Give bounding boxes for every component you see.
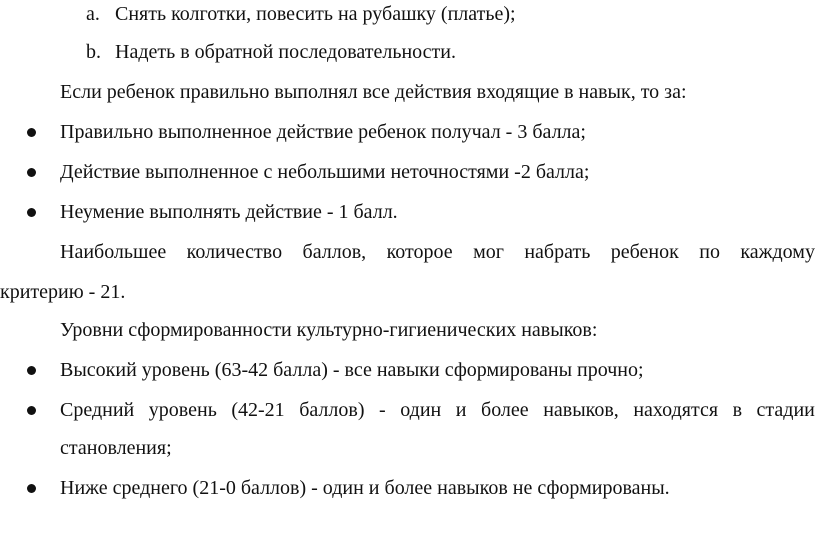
word: баллов, bbox=[302, 241, 367, 263]
bullet-icon bbox=[27, 168, 36, 177]
list-item-b: Надеть в обратной последовательности. bbox=[115, 41, 456, 63]
bullet-icon bbox=[27, 366, 36, 375]
levels-heading: Уровни сформированности культурно-гигиенических навыков: bbox=[60, 319, 598, 341]
word: (42-21 bbox=[231, 399, 285, 421]
word: более bbox=[481, 399, 529, 421]
word: Наибольшее bbox=[60, 241, 167, 263]
word: навыков, bbox=[543, 399, 619, 421]
list-item-a: Снять колготки, повесить на рубашку (платье); bbox=[115, 3, 516, 25]
bullet-icon bbox=[27, 208, 36, 217]
word: Средний bbox=[60, 399, 135, 421]
list-marker-b: b. bbox=[86, 41, 101, 63]
word: каждому bbox=[740, 241, 815, 263]
max-score-line2: критерию - 21. bbox=[0, 281, 126, 303]
word: в bbox=[732, 399, 743, 421]
scoring-item-3: Правильно выполненное действие ребенок получал - 3 балла; bbox=[60, 121, 586, 143]
scoring-item-2: Действие выполненное с небольшими неточностями -2 балла; bbox=[60, 161, 590, 183]
word: количество bbox=[186, 241, 283, 263]
level-medium-line1 bbox=[60, 398, 815, 422]
word: ребенок bbox=[610, 241, 679, 263]
bullet-icon bbox=[27, 406, 36, 415]
word: и bbox=[455, 399, 467, 421]
word: баллов) bbox=[299, 399, 365, 421]
word: которое bbox=[386, 241, 453, 263]
level-low: Ниже среднего (21-0 баллов) - один и более навыков не сформированы. bbox=[60, 477, 670, 499]
bullet-icon bbox=[27, 484, 36, 493]
max-score-line1 bbox=[60, 240, 815, 264]
word: находятся bbox=[633, 399, 719, 421]
word: стадии bbox=[756, 399, 815, 421]
word: мог bbox=[473, 241, 504, 263]
word: уровень bbox=[148, 399, 217, 421]
scoring-intro: Если ребенок правильно выполнял все действия входящие в навык, то за: bbox=[60, 81, 687, 103]
word: - bbox=[379, 399, 386, 421]
level-high: Высокий уровень (63-42 балла) - все навыки сформированы прочно; bbox=[60, 359, 644, 381]
word: по bbox=[699, 241, 720, 263]
list-marker-a: a. bbox=[86, 3, 100, 25]
word: набрать bbox=[524, 241, 591, 263]
scoring-item-1: Неумение выполнять действие - 1 балл. bbox=[60, 201, 398, 223]
level-medium-line2: становления; bbox=[60, 437, 172, 459]
bullet-icon bbox=[27, 128, 36, 137]
word: один bbox=[400, 399, 442, 421]
